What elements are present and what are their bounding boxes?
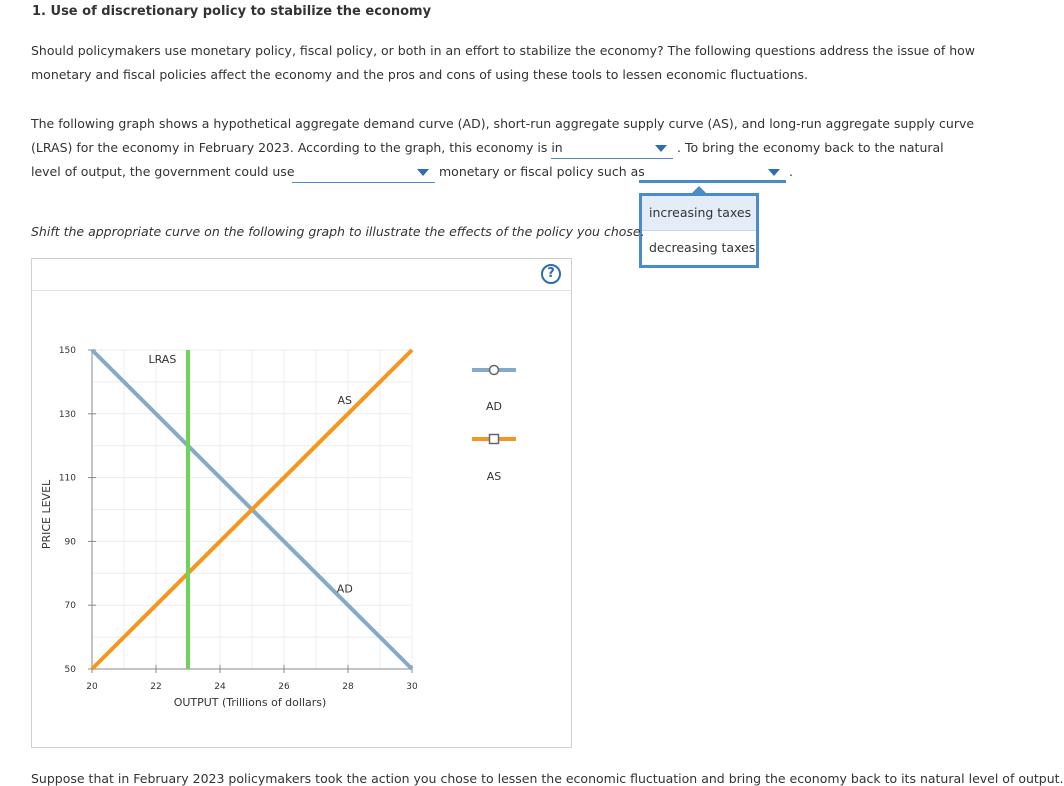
x-tick-label: 22 <box>150 682 162 692</box>
graph-text-line-3a: level of output, the government could use <box>31 164 295 179</box>
square-handle-icon <box>490 435 499 444</box>
x-tick-label: 20 <box>86 682 98 692</box>
y-tick-label: 150 <box>58 346 76 356</box>
intro-line-2: monetary and fiscal policies affect the economy and the pros and cons of using these tools to lessen economic fluctuations. <box>31 67 809 82</box>
y-tick-label: 50 <box>64 665 76 675</box>
tool-as-label: AS <box>486 470 502 483</box>
help-icon[interactable]: ? <box>541 264 561 284</box>
question-title: 1. Use of discretionary policy to stabilize the economy <box>32 4 432 19</box>
graph-text-line-2b: . To bring the economy back to the natural <box>677 140 944 155</box>
y-axis-label: PRICE LEVEL <box>40 479 53 550</box>
x-tick-label: 24 <box>214 682 226 692</box>
label-ad: AD <box>336 582 353 596</box>
tool-ad[interactable] <box>472 366 516 414</box>
x-tick-label: 30 <box>406 682 418 692</box>
tool-as[interactable] <box>472 435 516 484</box>
circle-handle-icon <box>490 366 499 375</box>
label-lras: LRAS <box>148 352 177 366</box>
intro-line-1: Should policymakers use monetary policy, fiscal policy, or both in an effort to stabilize the economy? The following questions address the issue of how <box>31 43 976 58</box>
x-tick-label: 26 <box>278 682 290 692</box>
x-tick-label: 28 <box>342 682 354 692</box>
label-as: AS <box>337 394 353 408</box>
graph-text-line-1: The following graph shows a hypothetical aggregate demand curve (AD), short-run aggregate supply curve (AS), and long-run aggregate supply curve <box>31 116 975 131</box>
y-tick-label: 110 <box>58 473 76 484</box>
graph-text-line-3c: . <box>789 164 793 179</box>
y-tick-label: 130 <box>58 409 76 420</box>
graph-text-line-3b: monetary or fiscal policy such as <box>439 164 645 179</box>
x-axis-label: OUTPUT (Trillions of dollars) <box>173 696 327 709</box>
tool-ad-label: AD <box>486 400 502 413</box>
graph-instruction: Shift the appropriate curve on the following graph to illustrate the effects of the policy you chose. <box>31 224 645 239</box>
graph-text-line-2a: (LRAS) for the economy in February 2023. According to the graph, this economy is in <box>31 140 563 155</box>
y-tick-label: 90 <box>64 537 76 548</box>
option-increasing-taxes[interactable]: increasing taxes <box>642 196 756 231</box>
option-decreasing-taxes[interactable]: decreasing taxes <box>649 240 756 255</box>
y-tick-label: 70 <box>64 601 76 612</box>
next-paragraph: Suppose that in February 2023 policymakers took the action you chose to lessen the economic fluctuation and bring the economy back to its natural level of output. <box>31 771 1064 786</box>
